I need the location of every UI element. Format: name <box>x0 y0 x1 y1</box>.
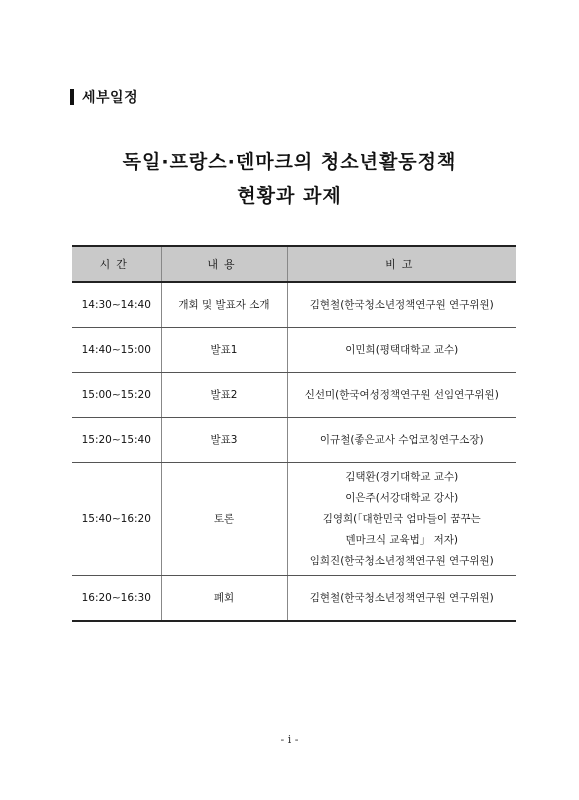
note-line: 이민희(평택대학교 교수) <box>345 343 459 356</box>
note-cell <box>287 463 516 576</box>
time-cell: 15:00∼15:20 <box>72 373 161 418</box>
table-row <box>72 282 516 328</box>
note-line: 임희진(한국청소년정책연구원 연구위원) <box>309 554 494 567</box>
time-cell: 15:20∼15:40 <box>72 418 161 463</box>
title-line-1: 독일·프랑스·덴마크의 청소년활동정책 <box>122 151 457 173</box>
note-cell <box>287 576 516 622</box>
table-row <box>72 373 516 418</box>
time-cell: 14:30∼14:40 <box>72 282 161 328</box>
time-cell: 15:40∼16:20 <box>72 463 161 576</box>
content-cell: 발표2 <box>161 373 287 418</box>
header-content: 내용 <box>161 246 287 282</box>
title-line-2: 현황과 과제 <box>237 185 342 207</box>
note-line: 신선미(한국여성정책연구원 선임연구위원) <box>304 388 499 401</box>
header-note: 비고 <box>287 246 516 282</box>
document-title <box>0 145 579 213</box>
note-line: 김택환(경기대학교 교수) <box>345 470 459 483</box>
section-title: 세부일정 <box>82 90 139 106</box>
section-heading <box>70 88 138 106</box>
table-row <box>72 576 516 622</box>
header-time: 시간 <box>72 246 161 282</box>
note-cell <box>287 418 516 463</box>
table-row <box>72 418 516 463</box>
time-cell: 16:20∼16:30 <box>72 576 161 622</box>
note-line: 이은주(서강대학교 강사) <box>345 491 459 504</box>
content-cell: 폐회 <box>161 576 287 622</box>
time-cell: 14:40∼15:00 <box>72 328 161 373</box>
content-cell: 발표1 <box>161 328 287 373</box>
content-cell: 토론 <box>161 463 287 576</box>
content-cell: 개회 및 발표자 소개 <box>161 282 287 328</box>
table-header-row <box>72 246 516 282</box>
note-line: 김현철(한국청소년정책연구원 연구위원) <box>309 298 494 311</box>
note-cell <box>287 328 516 373</box>
content-cell: 발표3 <box>161 418 287 463</box>
note-line: 김현철(한국청소년정책연구원 연구위원) <box>309 591 494 604</box>
note-line: 덴마크식 교육법」 저자) <box>345 533 459 546</box>
section-marker-bar <box>70 89 74 105</box>
page-number: - i - <box>280 733 299 746</box>
note-line: 김영희(「대한민국 엄마들이 꿈꾸는 <box>322 512 481 525</box>
table-row <box>72 328 516 373</box>
note-cell <box>287 373 516 418</box>
note-cell <box>287 282 516 328</box>
note-line: 이규철(좋은교사 수업코칭연구소장) <box>319 433 484 446</box>
schedule-table <box>72 245 516 622</box>
table-row <box>72 463 516 576</box>
